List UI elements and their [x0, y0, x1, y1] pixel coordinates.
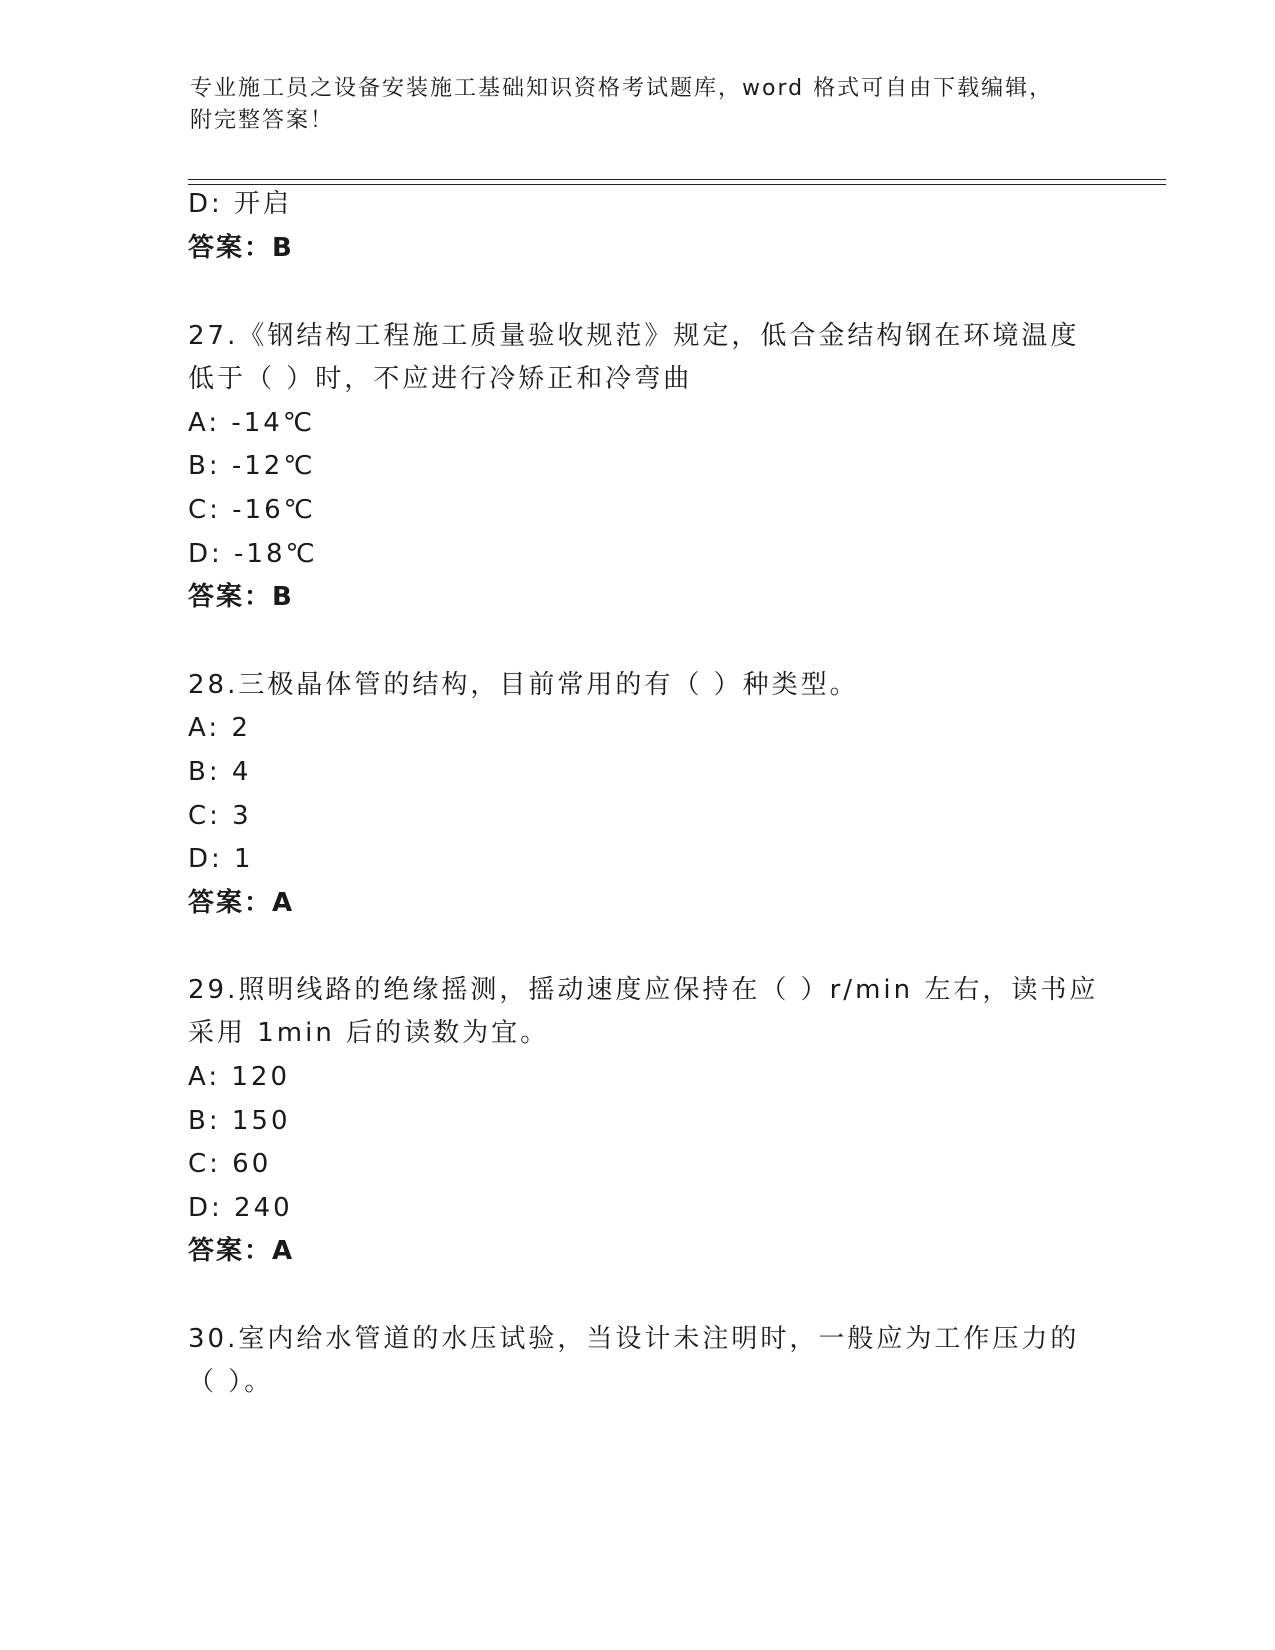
question-stem: （ ）。 [188, 1367, 274, 1397]
answer: 答案：A [188, 1236, 295, 1266]
header-divider-top [188, 179, 1166, 180]
option-b: B: -12℃ [188, 451, 316, 481]
option-d: D: -18℃ [188, 539, 318, 569]
header-divider-bottom [188, 184, 1166, 185]
question-stem: 采用 1min 后的读数为宜。 [188, 1018, 550, 1048]
option-a: A: -14℃ [188, 408, 316, 438]
prev-answer: 答案：B [188, 233, 294, 263]
question-stem: 低于（ ）时，不应进行冷矫正和冷弯曲 [188, 364, 693, 394]
option-a: A: 2 [188, 713, 251, 743]
option-c: C: 3 [188, 801, 252, 831]
option-a: A: 120 [188, 1062, 290, 1092]
option-c: C: 60 [188, 1149, 272, 1179]
question-stem: 30.室内给水管道的水压试验，当设计未注明时，一般应为工作压力的 [188, 1324, 1080, 1354]
header-line-2: 附完整答案！ [190, 108, 335, 133]
prev-option-d: D: 开启 [188, 189, 293, 219]
page-header [190, 73, 1090, 137]
question-stem: 29.照明线路的绝缘摇测，摇动速度应保持在（ ）r/min 左右，读书应 [188, 975, 1099, 1005]
answer: 答案：A [188, 888, 295, 918]
option-d: D: 240 [188, 1193, 293, 1223]
question-stem: 27.《钢结构工程施工质量验收规范》规定，低合金结构钢在环境温度 [188, 321, 1080, 351]
option-c: C: -16℃ [188, 495, 316, 525]
option-d: D: 1 [188, 844, 254, 874]
header-line-1: 专业施工员之设备安装施工基础知识资格考试题库，word 格式可自由下载编辑， [190, 76, 1054, 101]
question-stem: 28.三极晶体管的结构，目前常用的有（ ）种类型。 [188, 670, 859, 700]
option-b: B: 150 [188, 1106, 291, 1136]
option-b: B: 4 [188, 757, 252, 787]
answer: 答案：B [188, 582, 294, 612]
